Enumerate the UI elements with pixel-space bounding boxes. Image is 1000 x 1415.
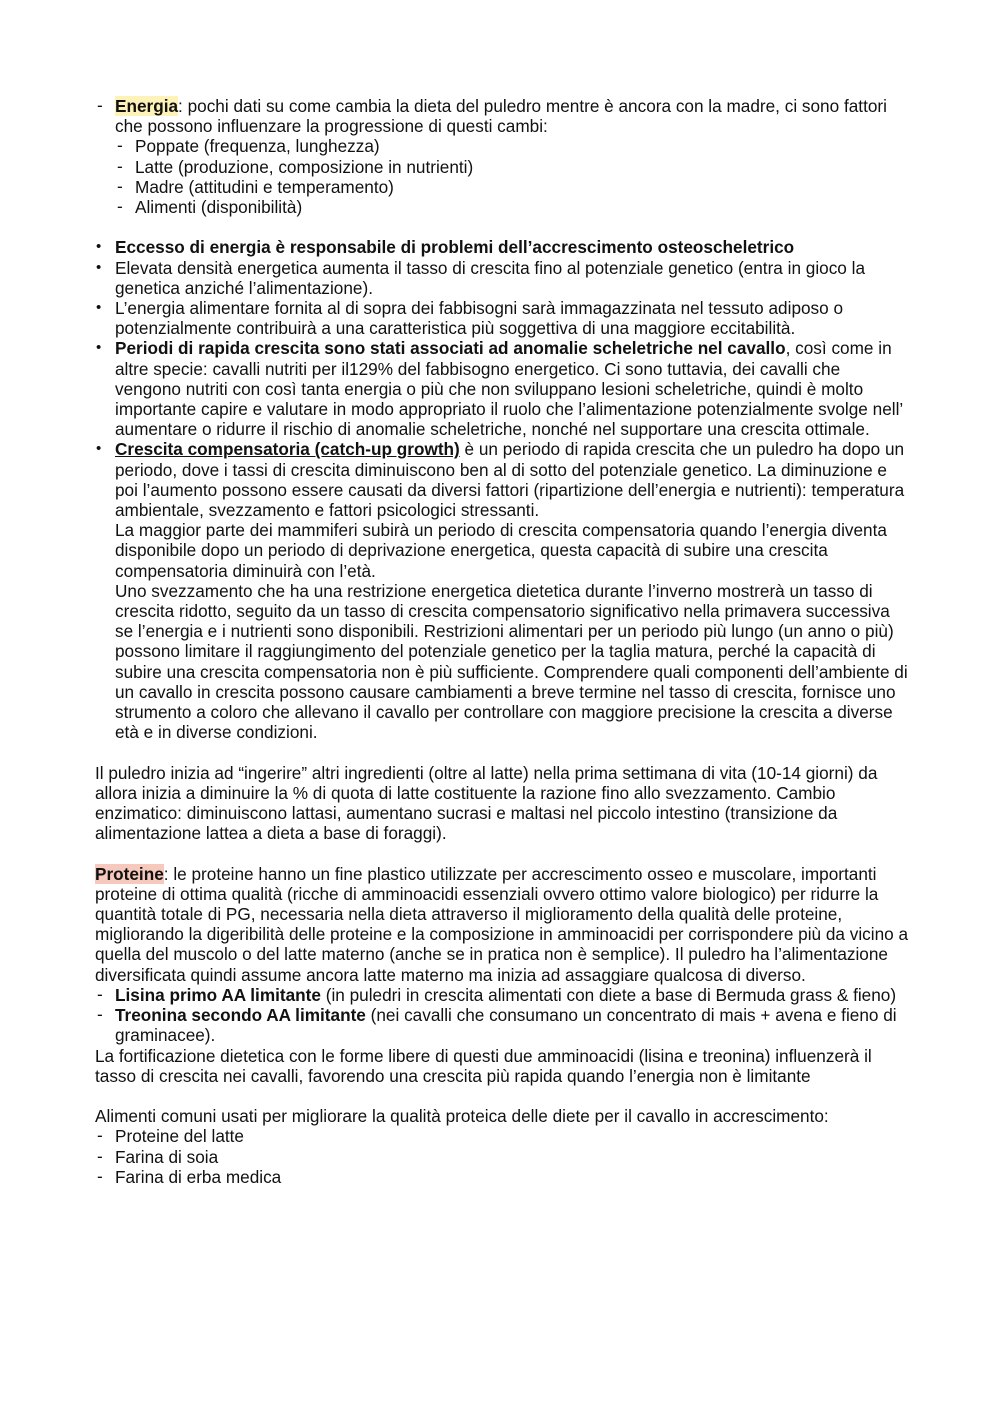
bullet-text: è un periodo di rapida crescita che un puledro ha dopo un periodo, dove i tassi di crescita diminuiscono ben al di sotto del potenziale genetico. La diminuzione e poi l’aumento possono essere causati da diversi fattori (ripartizione dell’energia e nutrienti): temperatura ambientale, svezzamento e fattori psicologici stressanti. <box>115 439 905 521</box>
fortification-paragraph: La fortificazione dietetica con le forme libere di questi due amminoacidi (lisina e treonina) influenzerà il tasso di crescita nei cavalli, favorendo una crescita più rapida quando l’energia non è limitante <box>95 1045 872 1086</box>
bullet-bold-text: Eccesso di energia è responsabile di problemi dell’accrescimento osteoscheletrico <box>115 237 795 258</box>
catch-up-growth-heading: Crescita compensatoria (catch-up growth) <box>115 439 460 460</box>
list-item: - Proteine del latte <box>95 1126 910 1146</box>
energy-bullets <box>95 237 910 742</box>
alimenti-list <box>95 1126 910 1187</box>
list-item <box>95 985 910 1005</box>
list-item: - Latte (produzione, composizione in nutrienti) <box>115 157 910 177</box>
alimenti-intro: Alimenti comuni usati per migliorare la qualità proteica delle diete per il cavallo in accrescimento: <box>95 1106 829 1127</box>
bullet-item: • Elevata densità energetica aumenta il tasso di crescita fino al potenziale genetico (entra in gioco la genetica anziché l’alimentazione). <box>95 258 910 298</box>
proteine-text: : le proteine hanno un fine plastico utilizzate per accrescimento osseo e muscolare, importanti proteine di ottima qualità (ricche di amminoacidi essenziali ovvero ottimo valore biologico) per ridurre la quantità totale di PG, necessaria nella dieta attraverso il miglioramento della qualità delle proteine, migliorando la digeribilità delle proteine e la composizione in amminoacidi per corrispondere più da vicino a quella del muscolo o del latte materno (anche se in pratica non è semplice). Il puledro ha l’alimentazione diversificata quindi assume ancora latte materno ma inizia ad assaggiare qualcosa di diverso. <box>95 863 909 985</box>
list-item: - Alimenti (disponibilità) <box>115 197 910 217</box>
energia-list <box>95 96 910 217</box>
aa-bold-text: Treonina secondo AA limitante <box>115 1005 366 1026</box>
proteine-paragraph <box>95 864 910 985</box>
energia-item <box>95 96 910 217</box>
amino-acid-list <box>95 985 910 1046</box>
list-item: - Farina di soia <box>95 1147 910 1167</box>
bullet-paragraph: Uno svezzamento che ha una restrizione energetica dietetica durante l’inverno mostrerà un tasso di crescita ridotto, seguito da un tasso di crescita compensatorio significativo nella primavera successiva se l’energia e i nutrienti sono disponibili. Restrizioni alimentari per un periodo più lungo (un anno o più) possono limitare il raggiungimento del potenziale genetico per la taglia matura, perché la capacità di subire una crescita compensatoria non è più sufficiente. Comprendere quali componenti dell’ambiente di un cavallo in crescita possono causare cambiamenti a breve termine nel tasso di crescita, fornisce uno strumento a coloro che allevano il cavallo per controllare con maggiore precisione la crescita a diverse età e in diverse condizioni. <box>115 580 908 743</box>
document-page <box>95 96 910 1187</box>
bullet-item: • L’energia alimentare fornita al di sopra dei fabbisogni sarà immagazzinata nel tessuto adiposo o potenzialmente contribuirà a una caratteristica più soggettiva di una maggiore eccitabilità. <box>95 298 910 338</box>
puledro-paragraph: Il puledro inizia ad “ingerire” altri ingredienti (oltre al latte) nella prima settimana di vita (10-14 giorni) da allora inizia a diminuire la % di quota di latte costituente la razione fino allo svezzamento. Cambio enzimatico: diminuiscono lattasi, aumentano sucrasi e maltasi nel piccolo intestino (transizione da alimentazione lattea a dieta a base di foraggi). <box>95 762 878 844</box>
energia-factors-list <box>115 136 910 217</box>
bullet-paragraph: La maggior parte dei mammiferi subirà un periodo di crescita compensatoria quando l’energia diventa disponibile dopo un periodo di deprivazione energetica, questa capacità di subire una crescita compensatoria diminuirà con l’età. <box>115 520 887 581</box>
proteine-heading: Proteine <box>95 863 164 884</box>
bullet-text: , così come in altre specie: cavalli nutriti per il129% del fabbisogno energetico. Ci sono tuttavia, dei cavalli che vengono nutriti con così tanta energia o più che non sviluppano lesioni scheletriche, quindi è molto importante capire e valutare in modo appropriato il ruolo che l’alimentazione potenzialmente svolge nell’ aumentare o ridurre il rischio di anomalie scheletriche, nonché nel supportare una crescita ottimale. <box>115 338 903 440</box>
list-item <box>95 1005 910 1045</box>
list-item: - Farina di erba medica <box>95 1167 910 1187</box>
bullet-item <box>95 338 910 439</box>
list-item: - Madre (attitudini e temperamento) <box>115 177 910 197</box>
energia-heading: Energia <box>115 96 179 116</box>
aa-text: (in puledri in crescita alimentati con diete a base di Bermuda grass & fieno) <box>320 984 897 1005</box>
list-item: - Poppate (frequenza, lunghezza) <box>115 136 910 156</box>
bullet-item <box>95 439 910 742</box>
energia-text: : pochi dati su come cambia la dieta del puledro mentre è ancora con la madre, ci sono fattori che possono influenzare la progressione di questi cambi: <box>115 96 887 137</box>
bullet-bold-text: Periodi di rapida crescita sono stati associati ad anomalie scheletriche nel cavallo <box>115 338 786 359</box>
aa-text: (nei cavalli che consumano un concentrato di mais + avena e fieno di graminacee). <box>115 1005 897 1046</box>
bullet-item <box>95 237 910 257</box>
aa-bold-text: Lisina primo AA limitante <box>115 984 321 1005</box>
